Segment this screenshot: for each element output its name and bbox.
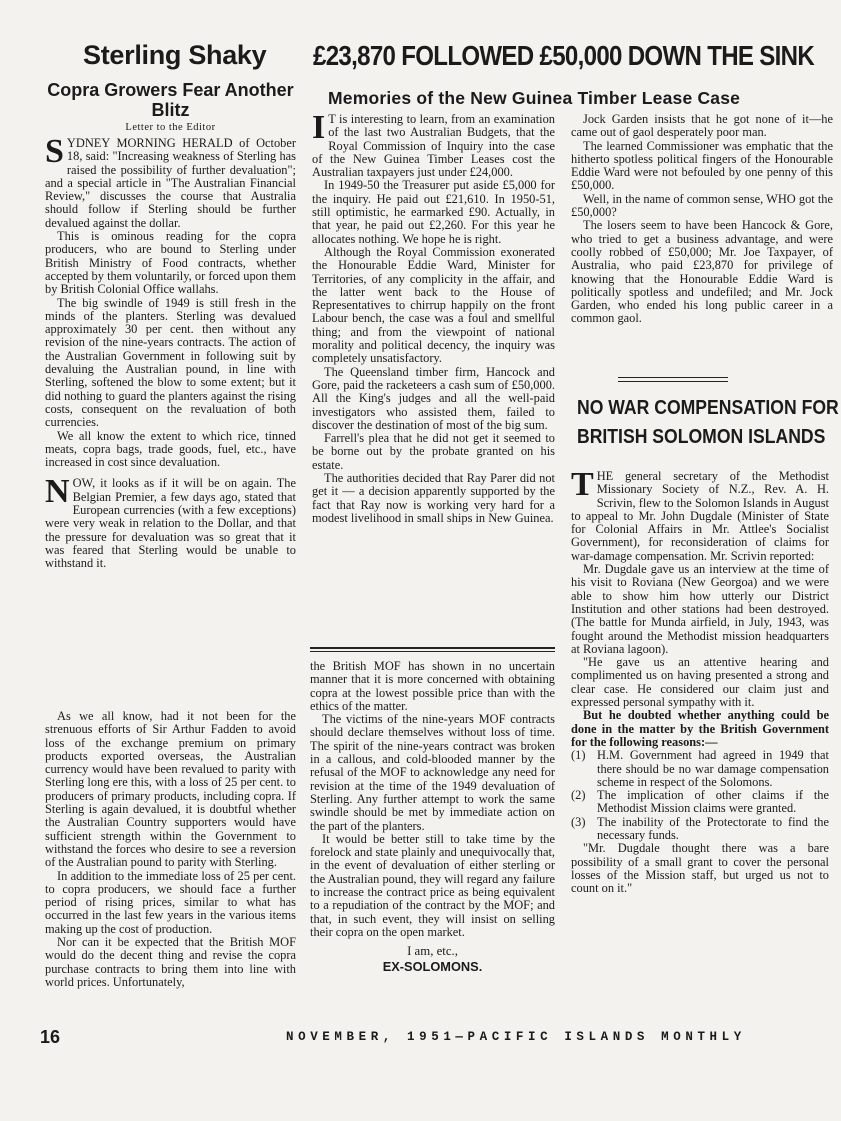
list-item: (2) The implication of other claims if the Methodist Mission claims were granted. (571, 788, 829, 816)
timber-paragraph: T is interesting to learn, from an examination of the last two Australian Budgets, that the Royal Commission of Inquiry into the case of the New Guinea Timber Leases cost the Australian taxpayers just under £24,000. (312, 112, 555, 180)
drop-cap-n: N (45, 473, 70, 511)
letter-column-1 (45, 80, 296, 710)
timber-paragraph: Although the Royal Commission exonerated the Honourable Eddie Ward, Minister for Territories, of any complicity in the affair, and the latter went back to the House of Representatives to chirrup happily on the front Labour bench, the case was a foul and smellful thing; and from the viewpoint of national morality and political decency, the inquiry was completely unsatisfactory. (312, 244, 555, 366)
letter-column-1-bottom (45, 710, 296, 1015)
list-item: (1) H.M. Government had agreed in 1949 that there should be no war damage compensation scheme in respect of the Solomons. (571, 748, 829, 789)
solomon-column (571, 466, 829, 1018)
headline-sterling-shaky: Sterling Shaky (83, 40, 267, 70)
timber-paragraph: The Queensland timber firm, Hancock and Gore, paid the racketeers a cash sum of £50,000. All the King's judges and all the well-paid investigators who assisted them, failed to discover the destination of most of the big sum. (312, 364, 555, 432)
solomon-paragraph: But he doubted whether anything could be done in the matter by the British Government for the following reasons:— (571, 708, 829, 749)
headline-timber-sink: £23,870 FOLLOWED £50,000 DOWN THE SINK (313, 40, 815, 71)
letter-paragraph: Nor can it be expected that the British MOF would do the decent thing and revise the copra purchase contracts to bring them into line with world prices. Unfortunately, (45, 935, 296, 989)
drop-cap-s: S (45, 133, 64, 170)
list-item: (3) The inability of the Protectorate to find the necessary funds. (571, 814, 829, 843)
solomon-paragraph: HE general secretary of the Methodist Missionary Society of N.Z., Rev. A. H. Scrivin, flew to the Solomon Islands in August to appeal to Mr. John Dugdale (Minister of State for Colonial Affairs in Mr. Attlee's Socialist Government), for reconsideration of claims for war-damage compensation. Mr. Scrivin reported: (571, 469, 829, 563)
timber-paragraph: The losers seem to have been Hancock & Gore, who tried to get a business advantage, and were coolly robbed of £50,000; Mr. Joe Taxpayer, of Australia, who paid £23,870 for privilege of knowing that the Honourable Eddie Ward is politically spotless and undefiled; and Mr. Jock Garden, who ended his long public career in a common gaol. (571, 218, 833, 326)
solomon-paragraph: "He gave us an attentive hearing and complimented us on having presented a strong and clear case. He considered our claim just and expressed personal sympathy with it. (571, 655, 829, 710)
letter-title: Copra Growers Fear Another Blitz (47, 80, 294, 120)
timber-paragraph: Farrell's plea that he did not get it seemed to be borne out by the probate granted on his estate. (312, 431, 555, 472)
divider-rule (310, 647, 555, 649)
solomon-title-line2: BRITISH SOLOMON ISLANDS (577, 426, 826, 448)
reasons-list (571, 749, 829, 842)
timber-column (312, 109, 555, 643)
solomon-paragraph: "Mr. Dugdale thought there was a bare possibility of a small grant to cover the personal losses of the Mission staff, but urged us not to count on it." (571, 841, 829, 896)
timber-paragraph: In 1949-50 the Treasurer put aside £5,000 for the inquiry. He paid out £21,610. In 1950-51, still optimistic, he earmarked £90. Actually, in that year, he paid out £2,260. For this year he allocates nothing. We hope he is right. (312, 178, 555, 246)
letter-paragraph: The victims of the nine-years MOF contracts should declare themselves without loss of time. The spirit of the nine-years contract was broken in a callous, and cold-blooded manner by the refusal of the MOF to acknowledge any need for revision at the time of the 1949 devaluation of Sterling. Any further attempt to work the same swindle should be met by immediate action on the part of the planters. (310, 712, 555, 833)
drop-cap-i: I (312, 109, 326, 146)
letter-paragraph: The big swindle of 1949 is still fresh in the minds of the planters. Sterling was devalued approximately 30 per cent. then without any revision of the nine-years contracts. The action of the Australian Government in following suit by devaluing the Australian pound, in line with Sterling, softened the blow to some extent; but it did nothing to guard the planters against the rising costs, consequent on the revaluation of both currencies. (45, 295, 296, 430)
drop-cap-t: T (571, 466, 594, 503)
timber-column-continued (571, 112, 833, 383)
letter-closing: I am, etc., (407, 944, 458, 959)
page-number: 16 (40, 1027, 61, 1047)
letter-signature: EX-SOLOMONS. (382, 959, 483, 975)
publication-footer: NOVEMBER, 1951—PACIFIC ISLANDS MONTHLY (286, 1030, 746, 1044)
solomon-title-line1: NO WAR COMPENSATION FOR (577, 397, 839, 419)
short-rule (618, 377, 728, 378)
timber-paragraph: The learned Commissioner was emphatic that the hitherto spotless political fingers of the Honourable Eddie Ward were not befouled by one penny of this £50,000. (571, 138, 833, 193)
solomon-paragraph: Mr. Dugdale gave us an interview at the time of his visit to Roviana (New Georgoa) and we were able to show him how utterly our District Institution and other stations had been destroyed. (The battle for Munda airfield, in July, 1943, was fought around the Methodist mission headquarters at Roviana lagoon). (571, 562, 829, 656)
timber-title: Memories of the New Guinea Timber Lease Case (328, 88, 741, 108)
letter-paragraph: the British MOF has shown in no uncertain manner that it is more concerned with obtaining copra at the lowest possible price than with the ethics of the matter. (310, 659, 555, 713)
timber-paragraph: The authorities decided that Ray Parer did not get it — a decision apparently supported by the fact that Ray now is working very hard for a modest livelihood in small ships in New Guinea. (312, 471, 555, 525)
solomon-headline (577, 397, 839, 468)
letter-paragraph: This is ominous reading for the copra producers, who are bound to Sterling under British Ministry of Food contracts, whether accepted by them voluntarily, or forced upon them by British Colonial Office wallahs. (45, 229, 296, 297)
divider-rule (310, 651, 555, 652)
letter-paragraph: YDNEY MORNING HERALD of October 18, said: "Increasing weakness of Sterling has raised the possibility of further devaluation"; and a special article in "The Australian Financial Review," discusses the course that Australia should follow if Sterling should be further devalued against the dollar. (45, 136, 296, 230)
letter-paragraph: As we all know, had it not been for the strenuous efforts of Sir Arthur Fadden to avoid loss of the exchange premium on primary products exported overseas, the Australian currency would have been revalued to parity with Sterling long ere this, with a loss of 25 per cent. to producers of primary products, including copra. If Sterling is again devalued, it is doubtful whether the Australian Country supporters would have sufficient strength within the Government to withstand the forces who desire to see a reversion of the Australian pound to parity with Sterling. (45, 709, 296, 870)
timber-paragraph: Well, in the name of common sense, WHO got the £50,000? (571, 191, 833, 220)
timber-paragraph: Jock Garden insists that he got none of it—he came out of gaol desperately poor man. (571, 112, 833, 140)
letter-paragraph: In addition to the immediate loss of 25 per cent. to copra producers, we should face a further period of rising prices, similar to what has occurred in the last few years in the various items making up the cost of production. (45, 868, 296, 936)
letter-paragraph: OW, it looks as if it will be on again. The Belgian Premier, a few days ago, stated that European currencies (with a few exceptions) were very weak in relation to the Dollar, and that the pressure for devaluation was so great that it was feared that Sterling would be unable to withstand it. (45, 476, 296, 571)
letter-column-2 (310, 660, 555, 1020)
short-rule (618, 381, 728, 382)
letter-paragraph: It would be better still to take time by the forelock and state plainly and unequivocally that, in the event of devaluation of either sterling or the Australian pound, they will regard any failure to increase the contract price as being equivalent to a repudiation of the contract by the MOF; and that, in such event, they will insist on selling their copra on the open market. (310, 831, 555, 939)
letter-byline: Letter to the Editor (125, 122, 216, 133)
letter-paragraph: We all know the extent to which rice, tinned meats, copra bags, trade goods, fuel, etc., have increased in cost since devaluation. (45, 428, 296, 470)
